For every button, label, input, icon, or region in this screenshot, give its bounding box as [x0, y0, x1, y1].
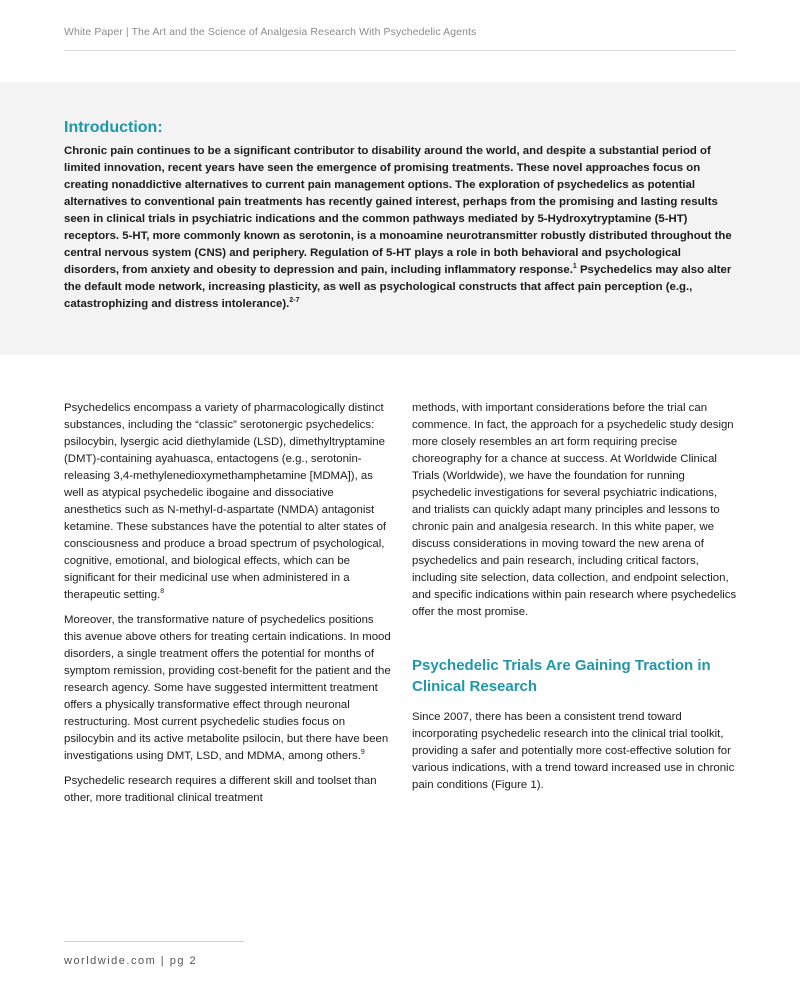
citation-superscript: 8: [160, 588, 165, 596]
citation-superscript: 9: [360, 749, 365, 757]
introduction-heading: Introduction:: [64, 119, 163, 136]
body-paragraph: Since 2007, there has been a consistent trend toward incorporating psychedelic research into the clinical trial toolkit, providing a safer and potentially more cost-effective solution for various indications, with a trend toward increased use in chronic pain conditions (Figure 1).: [412, 711, 735, 791]
paragraph-text: Moreover, the transformative nature of psychedelics positions this avenue above others for treating certain indications. In mood disorders, a single treatment offers the potential for months of symptom remission, providing cost-benefit for the patient and the research agency. Some have suggested intermittent treatment offers a physically transformative effect through neuronal restructuring. Most current psychedelic studies focus on psilocybin and its active metabolite psilocin, but there have been investigations using DMT, LSD, and MDMA, among others.: [64, 614, 391, 762]
left-column: [64, 400, 392, 815]
introduction-text-continued: Psychedelics may also alter the default mode network, increasing plasticity, as well as psychological constructs that affect pain perception (e.g., catastrophizing and distress intolerance).: [64, 264, 732, 310]
footer-page-label: worldwide.com | pg 2: [64, 955, 198, 967]
introduction-text: Chronic pain continues to be a significant contributor to disability around the world, and despite a substantial period of limited innovation, recent years have seen the emergence of promising treatments. These novel approaches focus on creating nonaddictive alternatives to current pain management options. The exploration of psychedelics as potential alternatives to conventional pain treatments has recently gained interest, perhaps from the promising and lasting results seen in clinical trials in psychiatric indications and the common pathways mediated by 5-Hydroxytryptamine (5-HT) receptors. 5-HT, more commonly known as serotonin, is a monoamine neurotransmitter robustly distributed throughout the central nervous system (CNS) and periphery. Regulation of 5-HT plays a role in both behavioral and psychological disorders, from anxiety and obesity to depression and pain, including inflammatory response.: [64, 145, 732, 276]
citation-superscript: 1: [572, 263, 577, 271]
body-paragraph: methods, with important considerations before the trial can commence. In fact, the approach for a psychedelic study design more closely resembles an art form requiring precise choreography for a chance at success. At Worldwide Clinical Trials (Worldwide), we have the foundation for running psychedelic investigations for several psychiatric indications, and trialists can quickly adapt many principles and lessons to chronic pain and analgesia research. In this white paper, we discuss considerations in moving toward the new arena of psychedelics and pain research, including critical factors, including site selection, data collection, and endpoint selection, and specific indications within pain research where psychedelics offer the most promise.: [412, 402, 737, 618]
section-heading: Psychedelic Trials Are Gaining Traction in Clinical Research: [412, 657, 711, 695]
footer-divider: [64, 941, 244, 942]
right-column: [412, 400, 738, 802]
introduction-paragraph: [64, 143, 738, 313]
paragraph-text: Psychedelics encompass a variety of pharmacologically distinct substances, including the “classic” serotonergic psychedelics: psilocybin, lysergic acid diethylamide (LSD), dimethyltryptamine (DMT)-containing ayahuasca, entactogens (e.g., serotonin-releasing 3,4-methylenedioxymethamphetamine [MDMA]), as well as atypical psychedelic ibogaine and dissociative anesthetics such as N-methyl-d-aspartate (NMDA) antagonist ketamine. These substances have the potential to alter states of consciousness and produce a broad spectrum of psychological, cognitive, emotional, and biological effects, which can be significant for their medicinal use when administered in a therapeutic setting.: [64, 402, 387, 601]
running-header: White Paper | The Art and the Science of Analgesia Research With Psychedelic Agents: [64, 26, 477, 38]
body-paragraph: [64, 400, 392, 604]
body-paragraph: Psychedelic research requires a different skill and toolset than other, more traditional clinical treatment: [64, 775, 377, 804]
header-divider: [64, 50, 736, 51]
body-paragraph: [64, 612, 392, 765]
citation-superscript: 2-7: [289, 297, 300, 305]
